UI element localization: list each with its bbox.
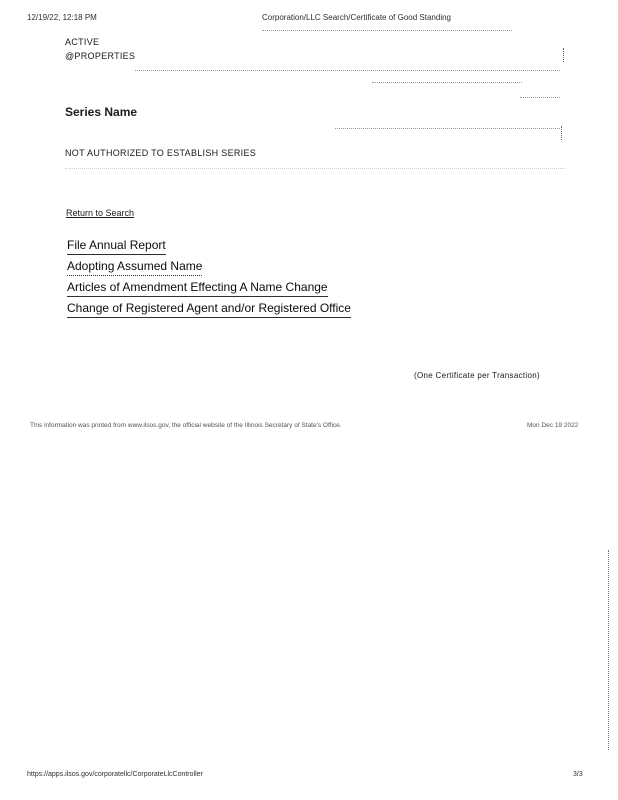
series-heading: Series Name <box>65 105 138 119</box>
faint-rule <box>563 48 564 62</box>
printed-from-notice: This information was printed from www.ilsos.gov, the official website of the Illinois Secretary of State's Office. <box>30 422 342 429</box>
entity-status: ACTIVE <box>65 37 100 47</box>
entity-name: @PROPERTIES <box>65 51 136 61</box>
faint-rule <box>65 168 565 169</box>
faint-rule <box>561 126 562 140</box>
faint-rule <box>135 70 560 71</box>
certificate-note: (One Certificate per Transaction) <box>414 371 540 380</box>
return-to-search-link[interactable]: Return to Search <box>66 208 135 218</box>
adopting-assumed-name-link[interactable]: Adopting Assumed Name <box>67 259 202 276</box>
series-value: NOT AUTHORIZED TO ESTABLISH SERIES <box>65 148 257 158</box>
faint-rule <box>372 82 522 83</box>
faint-rule <box>335 128 560 129</box>
page-number: 3/3 <box>573 771 583 778</box>
scan-edge-artifact <box>608 550 609 750</box>
print-datetime: 12/19/22, 12:18 PM <box>27 13 97 22</box>
file-annual-report-link[interactable]: File Annual Report <box>67 238 166 255</box>
change-registered-agent-link[interactable]: Change of Registered Agent and/or Registered Office <box>67 301 351 318</box>
faint-rule <box>520 97 560 98</box>
page-url: https://apps.ilsos.gov/corporatellc/CorporateLlcController <box>27 771 203 778</box>
print-title: Corporation/LLC Search/Certificate of Good Standing <box>262 13 451 22</box>
faint-rule <box>262 30 512 31</box>
articles-of-amendment-link[interactable]: Articles of Amendment Effecting A Name Change <box>67 280 328 297</box>
printed-date: Mon Dec 19 2022 <box>527 422 579 429</box>
